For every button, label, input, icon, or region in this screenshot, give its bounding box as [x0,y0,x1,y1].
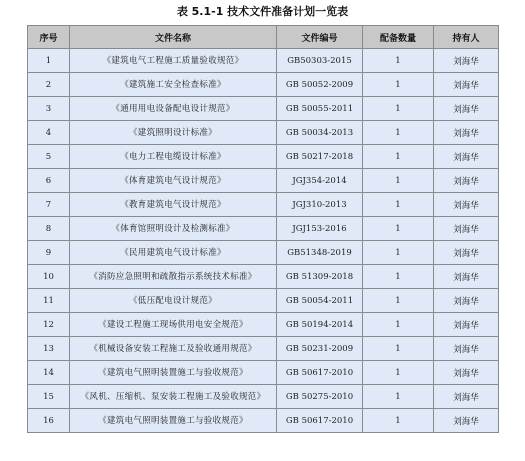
cell-code: GB 50617-2010 [277,361,363,385]
cell-name: 《建设工程施工现场供用电安全规范》 [70,313,277,337]
table-title: 表 5.1-1 技术文件准备计划一览表 [176,5,349,18]
cell-no: 7 [28,193,70,217]
cell-name: 《建筑电气工程施工质量验收规范》 [70,49,277,73]
header-row [28,26,499,49]
header-name: 文件名称 [70,26,277,49]
table-row [28,169,499,193]
cell-no: 16 [28,409,70,433]
cell-code: JGJ310-2013 [277,193,363,217]
header-no: 序号 [28,26,70,49]
table-row [28,385,499,409]
table-row [28,361,499,385]
cell-name: 《消防应急照明和疏散指示系统技术标准》 [70,265,277,289]
cell-qty: 1 [363,217,434,241]
cell-no: 6 [28,169,70,193]
cell-name: 《教育建筑电气设计规范》 [70,193,277,217]
cell-person: 刘海华 [434,337,499,361]
cell-no: 4 [28,121,70,145]
table-row [28,217,499,241]
table-row [28,289,499,313]
cell-qty: 1 [363,145,434,169]
header-code: 文件编号 [277,26,363,49]
cell-qty: 1 [363,313,434,337]
cell-qty: 1 [363,337,434,361]
cell-code: GB 50194-2014 [277,313,363,337]
table-row [28,337,499,361]
cell-name: 《风机、压缩机、泵安装工程施工及验收规范》 [70,385,277,409]
cell-code: GB 50034-2013 [277,121,363,145]
cell-no: 1 [28,49,70,73]
cell-no: 12 [28,313,70,337]
cell-qty: 1 [363,49,434,73]
cell-person: 刘海华 [434,217,499,241]
cell-name: 《建筑施工安全检查标准》 [70,73,277,97]
cell-name: 《低压配电设计规范》 [70,289,277,313]
cell-no: 8 [28,217,70,241]
table-body [28,49,499,433]
header-qty: 配备数量 [363,26,434,49]
table-row [28,97,499,121]
cell-no: 9 [28,241,70,265]
table-row [28,241,499,265]
cell-person: 刘海华 [434,289,499,313]
cell-name: 《体育建筑电气设计规范》 [70,169,277,193]
cell-name: 《建筑电气照明装置施工与验收规范》 [70,361,277,385]
cell-name: 《体育馆照明设计及检测标准》 [70,217,277,241]
cell-qty: 1 [363,73,434,97]
cell-qty: 1 [363,385,434,409]
table-row [28,145,499,169]
cell-person: 刘海华 [434,169,499,193]
cell-code: GB50303-2015 [277,49,363,73]
cell-person: 刘海华 [434,145,499,169]
cell-name: 《机械设备安装工程施工及验收通用规范》 [70,337,277,361]
cell-code: GB 50055-2011 [277,97,363,121]
cell-no: 3 [28,97,70,121]
cell-person: 刘海华 [434,49,499,73]
cell-qty: 1 [363,193,434,217]
cell-person: 刘海华 [434,97,499,121]
cell-qty: 1 [363,289,434,313]
cell-no: 15 [28,385,70,409]
table-row [28,313,499,337]
cell-person: 刘海华 [434,361,499,385]
cell-qty: 1 [363,361,434,385]
cell-person: 刘海华 [434,385,499,409]
cell-code: GB 50054-2011 [277,289,363,313]
cell-person: 刘海华 [434,121,499,145]
cell-qty: 1 [363,241,434,265]
cell-no: 11 [28,289,70,313]
cell-person: 刘海华 [434,193,499,217]
cell-person: 刘海华 [434,313,499,337]
document-plan-table [27,25,499,433]
header-person: 持有人 [434,26,499,49]
cell-code: JGJ153-2016 [277,217,363,241]
cell-name: 《民用建筑电气设计标准》 [70,241,277,265]
table-row [28,193,499,217]
cell-code: GB 50052-2009 [277,73,363,97]
table-header [28,26,499,49]
cell-no: 10 [28,265,70,289]
table-row [28,121,499,145]
cell-qty: 1 [363,409,434,433]
cell-code: GB 50617-2010 [277,409,363,433]
cell-name: 《建筑照明设计标准》 [70,121,277,145]
cell-no: 13 [28,337,70,361]
cell-name: 《电力工程电缆设计标准》 [70,145,277,169]
cell-name: 《建筑电气照明装置施工与验收规范》 [70,409,277,433]
table-row [28,49,499,73]
cell-code: GB 50231-2009 [277,337,363,361]
cell-qty: 1 [363,169,434,193]
cell-person: 刘海华 [434,265,499,289]
cell-code: GB 50217-2018 [277,145,363,169]
table-row [28,409,499,433]
table-row [28,265,499,289]
cell-code: JGJ354-2014 [277,169,363,193]
cell-person: 刘海华 [434,409,499,433]
cell-no: 5 [28,145,70,169]
cell-person: 刘海华 [434,73,499,97]
cell-name: 《通用用电设备配电设计规范》 [70,97,277,121]
cell-code: GB 51309-2018 [277,265,363,289]
cell-code: GB 50275-2010 [277,385,363,409]
cell-no: 14 [28,361,70,385]
cell-qty: 1 [363,121,434,145]
table-row [28,73,499,97]
cell-qty: 1 [363,97,434,121]
cell-person: 刘海华 [434,241,499,265]
cell-qty: 1 [363,265,434,289]
cell-no: 2 [28,73,70,97]
cell-code: GB51348-2019 [277,241,363,265]
